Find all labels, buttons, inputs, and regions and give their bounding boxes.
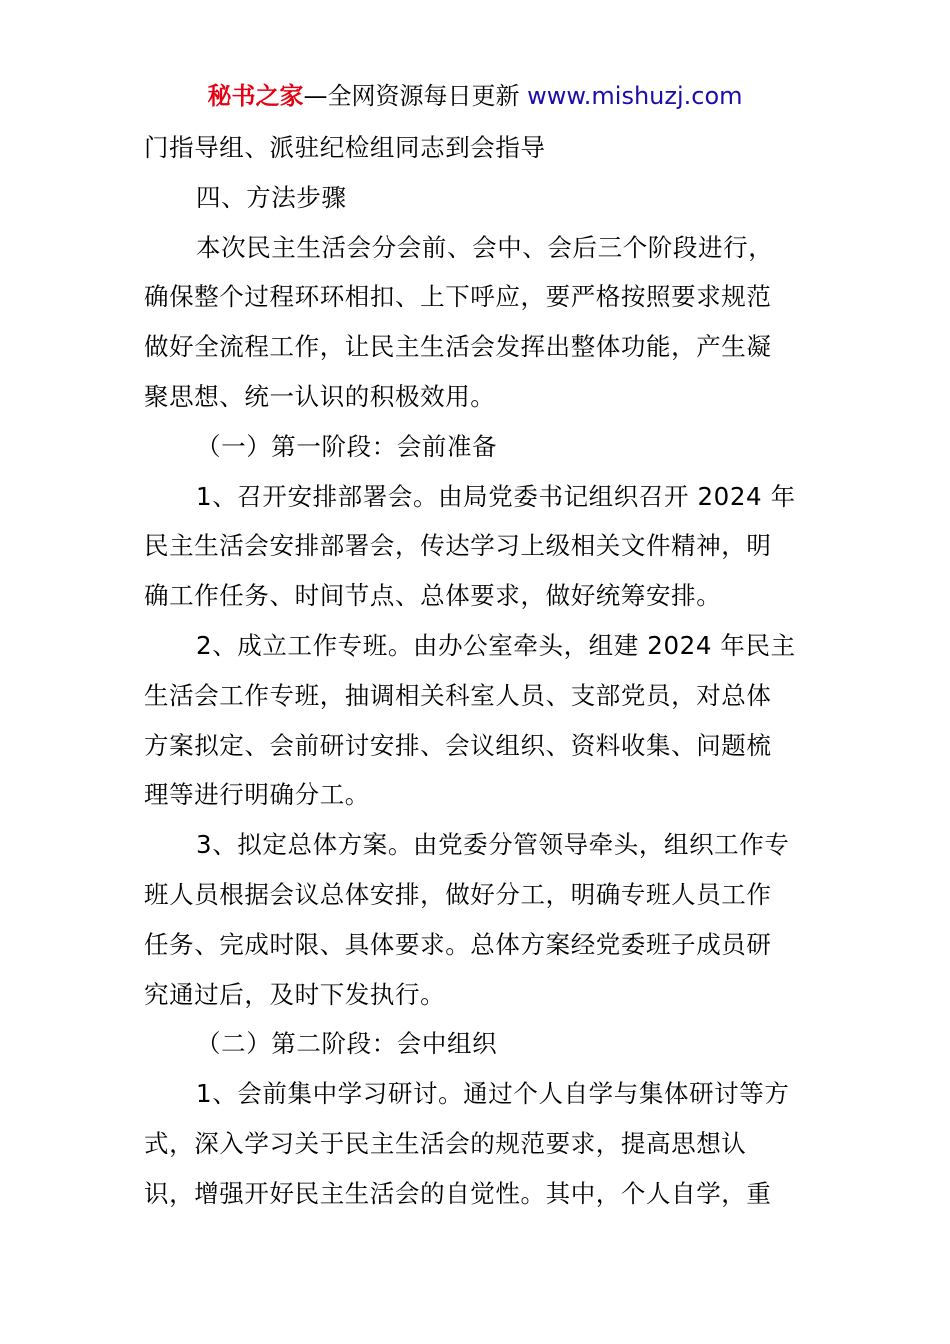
- text-line: 识，增强开好民主生活会的自觉性。其中，个人自学，重: [144, 1178, 772, 1208]
- text-line: 确保整个过程环环相扣、上下呼应，要严格按照要求规范: [144, 282, 772, 312]
- site-url-link[interactable]: www.mishuzj.com: [527, 82, 743, 110]
- text-line: 任务、完成时限、具体要求。总体方案经党委班子成员研: [144, 929, 772, 959]
- text-line: 理等进行明确分工。: [144, 780, 370, 810]
- text-line: 做好全流程工作，让民主生活会发挥出整体功能，产生凝: [144, 332, 772, 362]
- text-line: 四、方法步骤: [196, 182, 347, 212]
- header-dash: —: [303, 82, 328, 110]
- document-body: [144, 123, 808, 1219]
- text-line: 民主生活会安排部署会，传达学习上级相关文件精神，明: [144, 531, 772, 561]
- text-line: 本次民主生活会分会前、会中、会后三个阶段进行，: [196, 232, 774, 262]
- text-line: 1、会前集中学习研讨。通过个人自学与集体研讨等方: [196, 1079, 790, 1109]
- brand-name: 秘书之家: [207, 82, 304, 110]
- text-line: 确工作任务、时间节点、总体要求，做好统筹安排。: [144, 581, 722, 611]
- site-header: [0, 80, 950, 112]
- text-line: 班人员根据会议总体安排，做好分工，明确专班人员工作: [144, 879, 772, 909]
- text-line: 方案拟定、会前研讨安排、会议组织、资料收集、问题梳: [144, 730, 772, 760]
- header-slogan: 全网资源每日更新: [327, 82, 528, 110]
- text-line: 聚思想、统一认识的积极效用。: [144, 381, 496, 411]
- text-line: （二）第二阶段：会中组织: [196, 1029, 498, 1059]
- text-line: 2、成立工作专班。由办公室牵头，组建 2024 年民主: [196, 630, 796, 660]
- text-line: 3、拟定总体方案。由党委分管领导牵头，组织工作专: [196, 830, 790, 860]
- text-line: 式，深入学习关于民主生活会的规范要求，提高思想认: [144, 1128, 747, 1158]
- text-line: 生活会工作专班，抽调相关科室人员、支部党员，对总体: [144, 680, 772, 710]
- text-line: （一）第一阶段：会前准备: [196, 431, 498, 461]
- text-line: 门指导组、派驻纪检组同志到会指导: [144, 133, 546, 162]
- text-line: 究通过后，及时下发执行。: [144, 979, 446, 1009]
- text-line: 1、召开安排部署会。由局党委书记组织召开 2024 年: [196, 481, 796, 511]
